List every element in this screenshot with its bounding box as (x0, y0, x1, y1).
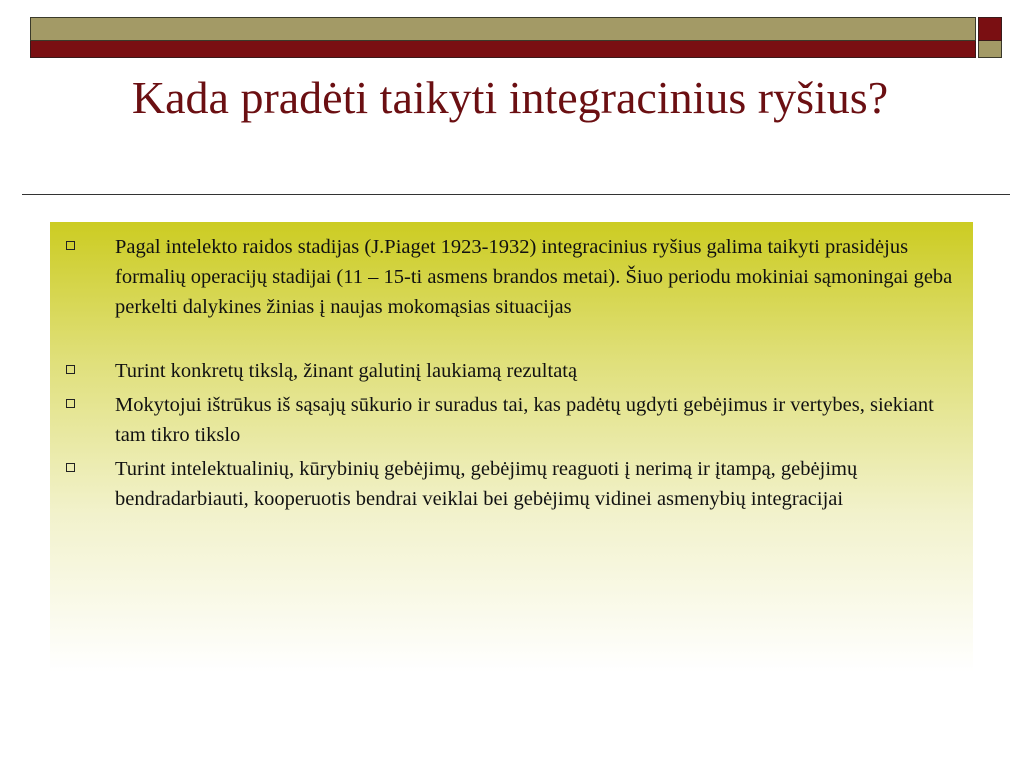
square-bullet-icon (66, 365, 75, 374)
content-box (50, 222, 973, 672)
bullet-item (50, 356, 973, 386)
slide-title: Kada pradėti taikyti integracinius ryšius? (131, 72, 889, 123)
bullet-item (50, 232, 973, 322)
header-bar-olive (30, 17, 976, 41)
square-bullet-icon (66, 399, 75, 408)
bullet-text: Turint intelektualinių, kūrybinių gebėjimų, gebėjimų reaguoti į nerimą ir įtampą, gebėjimų bendradarbiauti, kooperuotis bendrai veiklai bei gebėjimų vidinei asmenybių integracijai (115, 458, 858, 510)
square-bullet-icon (66, 463, 75, 472)
title-divider (22, 194, 1010, 195)
square-bullet-icon (66, 241, 75, 250)
bullet-list (50, 232, 973, 518)
bullet-item (50, 390, 973, 450)
bullet-item (50, 454, 973, 514)
bullet-text: Turint konkretų tikslą, žinant galutinį laukiamą rezultatą (115, 360, 578, 382)
header-square-olive (978, 41, 1002, 58)
bullet-text: Pagal intelekto raidos stadijas (J.Piaget 1923-1932) integracinius ryšius galima taikyti prasidėjus formalių operacijų stadijai (11 – 15-ti asmens brandos metai). Šiuo periodu mokiniai sąmoningai geba perkelti dalykines žinias į naujas mokomąsias situacijas (115, 236, 953, 318)
bullet-text: Mokytojui ištrūkus iš sąsajų sūkurio ir suradus tai, kas padėtų ugdyti gebėjimus ir vertybes, siekiant tam tikro tikslo (115, 394, 934, 446)
header-square-maroon (978, 17, 1002, 41)
header-bar-maroon (30, 41, 976, 58)
